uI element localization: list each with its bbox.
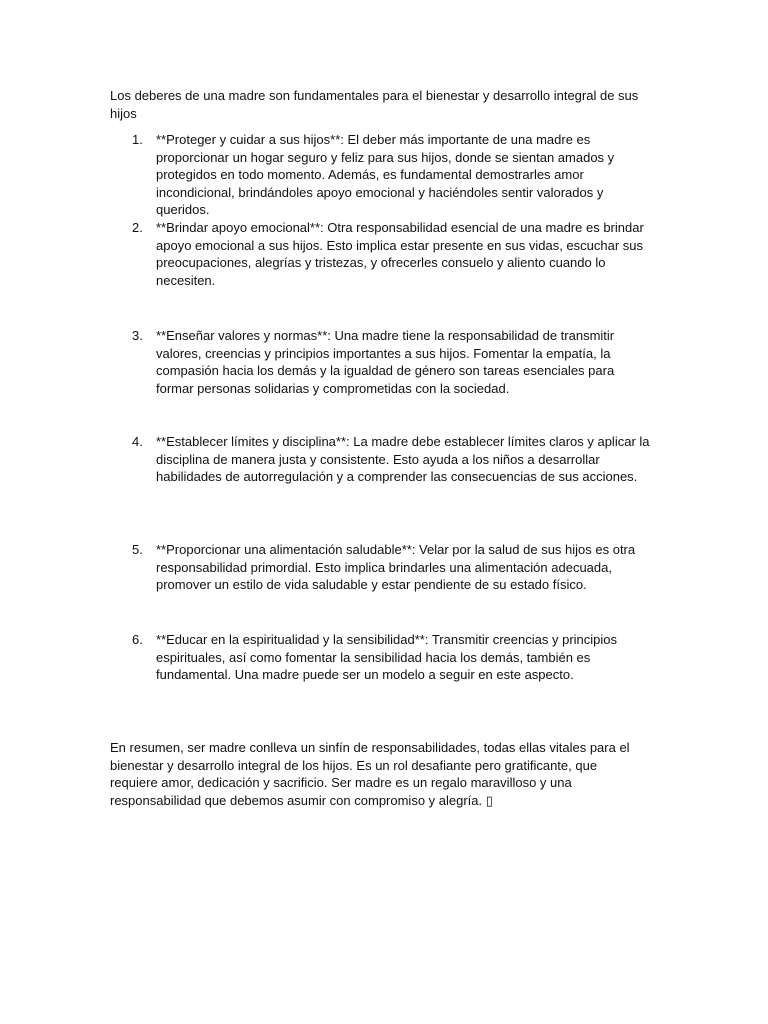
list-item-number: 4. (132, 434, 143, 449)
intro-paragraph: Los deberes de una madre son fundamentales para el bienestar y desarrollo integral de sus hijos (110, 88, 639, 121)
list-item-text: **Proteger y cuidar a sus hijos**: El deber más importante de una madre es proporcionar un hogar seguro y feliz para sus hijos, donde se sientan amados y protegidos en todo momento. Además, es fundamental demostrarles amor incondicional, brindándoles apoyo emocional y haciéndoles sentir valorados y queridos. (156, 132, 615, 218)
list-item-number: 1. (132, 132, 143, 147)
list-item-number: 5. (132, 542, 143, 557)
list-item-text: **Brindar apoyo emocional**: Otra responsabilidad esencial de una madre es brindar apoyo emocional a sus hijos. Esto implica estar presente en sus vidas, escuchar sus preocupaciones, alegrías y tristezas, y ofrecerles consuelo y aliento cuando lo necesiten. (156, 220, 644, 288)
list-item-text: **Educar en la espiritualidad y la sensibilidad**: Transmitir creencias y principios espirituales, así como fomentar la sensibilidad hacia los demás, también es fundamental. Una madre puede ser un modelo a seguir en este aspecto. (156, 632, 617, 683)
list-item-number: 3. (132, 328, 143, 343)
list-item-number: 6. (132, 632, 143, 647)
list-item-number: 2. (132, 220, 143, 235)
list-item-text: **Proporcionar una alimentación saludable**: Velar por la salud de sus hijos es otra responsabilidad primordial. Esto implica brindarles una alimentación adecuada, promover un estilo de vida saludable y estar pendiente de su estado físico. (156, 542, 636, 593)
summary-paragraph: En resumen, ser madre conlleva un sinfín de responsabilidades, todas ellas vitales para el bienestar y desarrollo integral de los hijos. Es un rol desafiante pero gratificante, que requiere amor, dedicación y sacrificio. Ser madre es un regalo maravilloso y una responsabilidad que debemos asumir con compromiso y alegría. ▯ (110, 740, 630, 808)
list-item-text: **Establecer límites y disciplina**: La madre debe establecer límites claros y aplicar la disciplina de manera justa y consistente. Esto ayuda a los niños a desarrollar habilidades de autorregulación y a comprender las consecuencias de sus acciones. (156, 434, 650, 485)
list-item-text: **Enseñar valores y normas**: Una madre tiene la responsabilidad de transmitir valores, creencias y principios importantes a sus hijos. Fomentar la empatía, la compasión hacia los demás y la igualdad de género son tareas esenciales para formar personas solidarias y comprometidas con la sociedad. (156, 328, 615, 396)
